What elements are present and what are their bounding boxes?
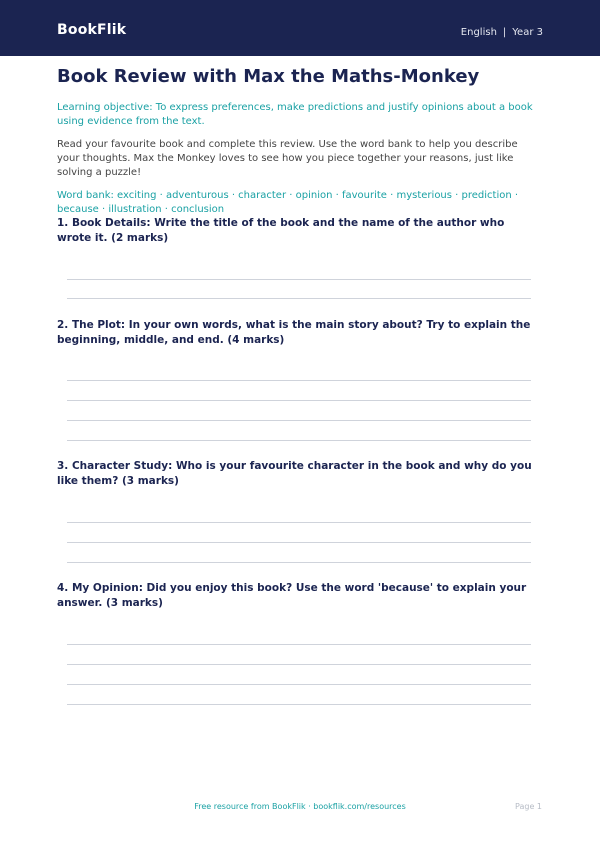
answer-line[interactable] <box>67 664 531 665</box>
question-2: 2. The Plot: In your own words, what is the main story about? Try to explain the beginning, middle, and end. (4 marks) <box>57 319 531 346</box>
answer-line[interactable] <box>67 562 531 563</box>
answer-line[interactable] <box>67 380 531 381</box>
answer-line[interactable] <box>67 400 531 401</box>
learning-objective: Learning objective: To express preferences, make predictions and justify opinions about a book using evidence from the text. <box>57 102 533 127</box>
answer-line[interactable] <box>67 542 531 543</box>
page-header <box>0 0 600 56</box>
answer-line[interactable] <box>67 420 531 421</box>
answer-line[interactable] <box>67 298 531 299</box>
word-bank: Word bank: exciting · adventurous · character · opinion · favourite · mysterious · prediction · because · illustration · conclusion <box>57 190 519 215</box>
question-1: 1. Book Details: Write the title of the book and the name of the author who wrote it. (2 marks) <box>57 217 505 244</box>
answer-line[interactable] <box>67 279 531 280</box>
question-3: 3. Character Study: Who is your favourite character in the book and why do you like them? (3 marks) <box>57 460 532 487</box>
answer-line[interactable] <box>67 644 531 645</box>
subject-year <box>461 27 543 38</box>
answer-line[interactable] <box>67 704 531 705</box>
footer-credit[interactable]: Free resource from BookFlik · bookflik.com/resources <box>194 802 406 811</box>
brand-logo: BookFlik <box>57 22 127 38</box>
question-4: 4. My Opinion: Did you enjoy this book? Use the word 'because' to explain your answer. (3 marks) <box>57 582 527 609</box>
subject-label: English <box>460 27 497 38</box>
instructions: Read your favourite book and complete this review. Use the word bank to help you describe your thoughts. Max the Monkey loves to see how you piece together your reasons, just like solving a puzzle! <box>57 139 518 178</box>
year-label: Year 3 <box>512 27 543 38</box>
page-title: Book Review with Max the Maths-Monkey <box>57 66 480 87</box>
worksheet-intro <box>57 66 535 217</box>
answer-line[interactable] <box>67 440 531 441</box>
page-number: Page 1 <box>515 802 542 811</box>
answer-line[interactable] <box>67 522 531 523</box>
answer-line[interactable] <box>67 684 531 685</box>
header-separator: | <box>502 27 507 38</box>
